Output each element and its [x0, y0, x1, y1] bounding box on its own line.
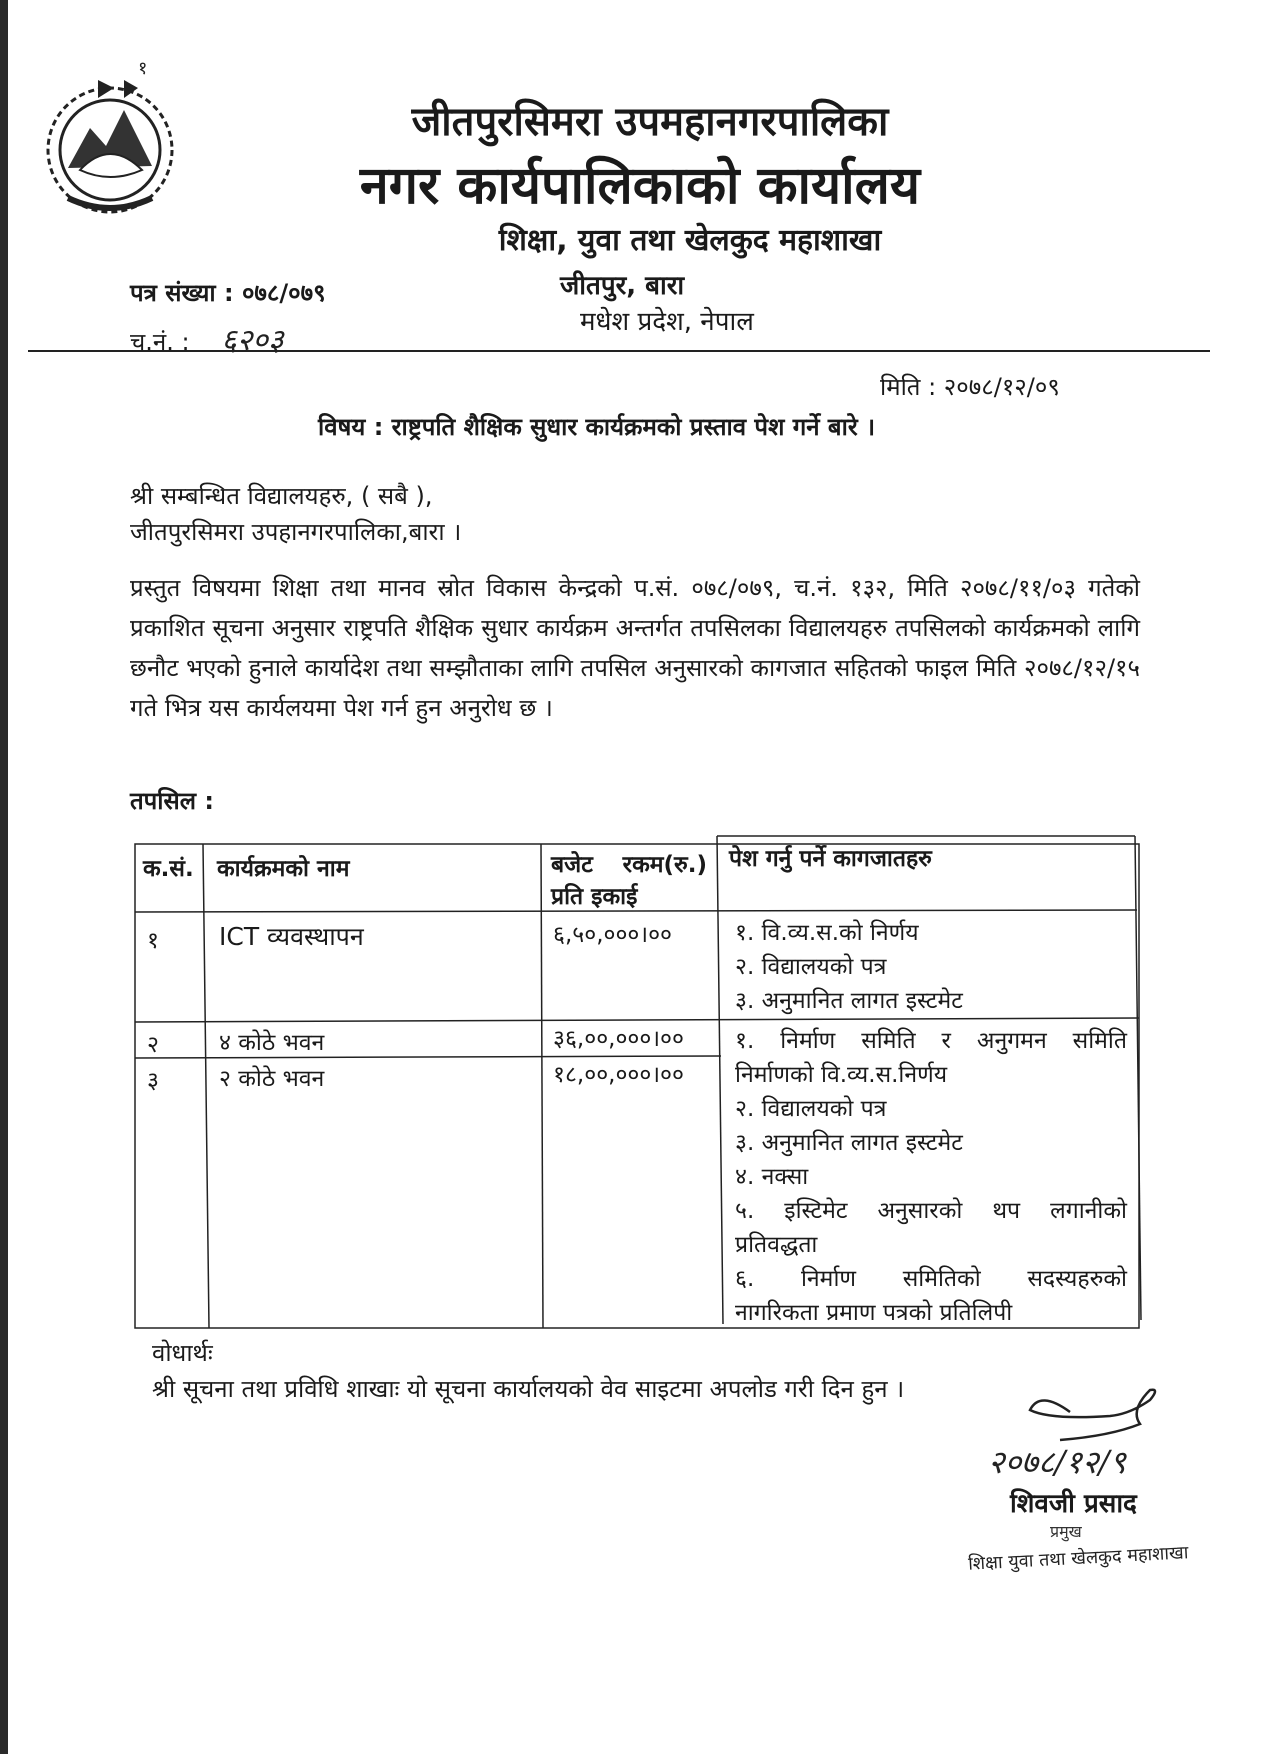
row-1-doc-2: २. विद्यालयको पत्र [735, 954, 887, 980]
dispatch-number: ६२०३ [221, 323, 284, 358]
row-1-budget: ६,५०,०००।०० [553, 922, 673, 948]
dispatch-label: च.नं. : [130, 328, 190, 356]
row-2-sn: २ [147, 1032, 159, 1058]
cc-label: वोधार्थः [152, 1339, 213, 1367]
addressee-line-1: श्री सम्बन्धित विद्यालयहरु, ( सबै ), [130, 482, 433, 510]
shared-doc-6: ६. निर्माण समितिको सदस्यहरुको [735, 1266, 1127, 1292]
addressee-line-2: जीतपुरसिमरा उपहानगरपालिका,बारा । [130, 518, 462, 546]
shared-doc-4: ४. नक्सा [735, 1164, 809, 1190]
program-table [133, 830, 1143, 1330]
row-2-program: ४ कोठे भवन [219, 1030, 325, 1056]
header-divider [28, 350, 1210, 352]
address-city: जीतपुर, बारा [560, 271, 685, 301]
shared-doc-2: २. विद्यालयको पत्र [735, 1096, 887, 1122]
row-1-doc-3: ३. अनुमानित लागत इस्टमेट [735, 988, 963, 1014]
header-sn: क.सं. [143, 856, 194, 882]
scan-edge [0, 0, 8, 1754]
body-paragraph: प्रस्तुत विषयमा शिक्षा तथा मानव स्रोत विकास केन्द्रको प.सं. ०७८/०७९, च.नं. १३२, मिति २०७८/११/०३ गतेको प्रकाशित सूचना अनुसार राष्ट्रपति शैक्षिक सुधार कार्यक्रम अन्तर्गत तपसिलका विद्यालयहरु तपसिलको कार्यक्रमको लागि छनौट भएको हुनाले कार्यादेश तथा सम्झौताका लागि तपसिल अनुसारको कागजात सहितको फाइल मिति २०७८/१२/१५ गते भित्र यस कार्यलयमा पेश गर्न हुन अनुरोध छ । [130, 574, 1140, 722]
nepal-emblem-icon [28, 58, 198, 218]
letter-date: मिति : २०७८/१२/०९ [880, 373, 1060, 401]
office-name: नगर कार्यपालिकाको कार्यालय [359, 156, 921, 216]
shared-doc-5-cont: प्रतिवद्धता [735, 1232, 818, 1258]
cc-text: श्री सूचना तथा प्रविधि शाखाः यो सूचना कार्यालयको वेव साइटमा अपलोड गरी दिन हुन । [152, 1375, 905, 1403]
branch-name: शिक्षा, युवा तथा खेलकुद महाशाखा [498, 223, 882, 258]
municipality-name: जीतपुरसिमरा उपमहानगरपालिका [411, 99, 889, 145]
shared-doc-5: ५. इस्टिमेट अनुसारको थप लगानीको [735, 1198, 1127, 1224]
addressee-block [130, 478, 461, 550]
row-1-sn: १ [147, 928, 159, 954]
address-region: मधेश प्रदेश, नेपाल [580, 307, 754, 337]
subject-line: विषय : राष्ट्रपति शैक्षिक सुधार कार्यक्रमको प्रस्ताव पेश गर्ने बारे । [318, 413, 876, 441]
row-2-budget: ३६,००,०००।०० [553, 1026, 684, 1052]
header-budget-line-2: प्रति इकाई [551, 884, 638, 910]
emblem-number: १ [138, 58, 148, 79]
signature-date: २०७८/१२/९ [988, 1443, 1127, 1481]
header-documents: पेश गर्नु पर्ने कागजातहरु [729, 846, 932, 872]
dispatch-number-row [130, 318, 284, 359]
signatory-name: शिवजी प्रसाद [1010, 1489, 1137, 1519]
row-3-budget: १८,००,०००।०० [553, 1062, 684, 1088]
shared-doc-1-cont: निर्माणको वि.व्य.स.निर्णय [735, 1062, 948, 1088]
header-budget-line-1: बजेट रकम(रु.) [551, 852, 707, 878]
reference-number: पत्र संख्या : ०७८/०७९ [130, 279, 326, 307]
signatory-title: प्रमुख [1050, 1522, 1082, 1541]
signature-block [960, 1380, 1220, 1590]
signatory-branch: शिक्षा युवा तथा खेलकुद महाशाखा [967, 1542, 1189, 1575]
row-3-sn: ३ [147, 1068, 159, 1094]
header-program: कार्यक्रमको नाम [217, 856, 350, 882]
details-label: तपसिल : [130, 787, 214, 815]
row-1-doc-1: १. वि.व्य.स.को निर्णय [735, 920, 919, 946]
shared-doc-3: ३. अनुमानित लागत इस्टमेट [735, 1130, 963, 1156]
row-3-program: २ कोठे भवन [219, 1066, 325, 1092]
shared-doc-6-cont: नागरिकता प्रमाण पत्रको प्रतिलिपी [735, 1300, 1013, 1326]
shared-doc-1: १. निर्माण समिति र अनुगमन समिति [735, 1028, 1127, 1054]
row-1-program: ICT व्यवस्थापन [219, 922, 364, 951]
